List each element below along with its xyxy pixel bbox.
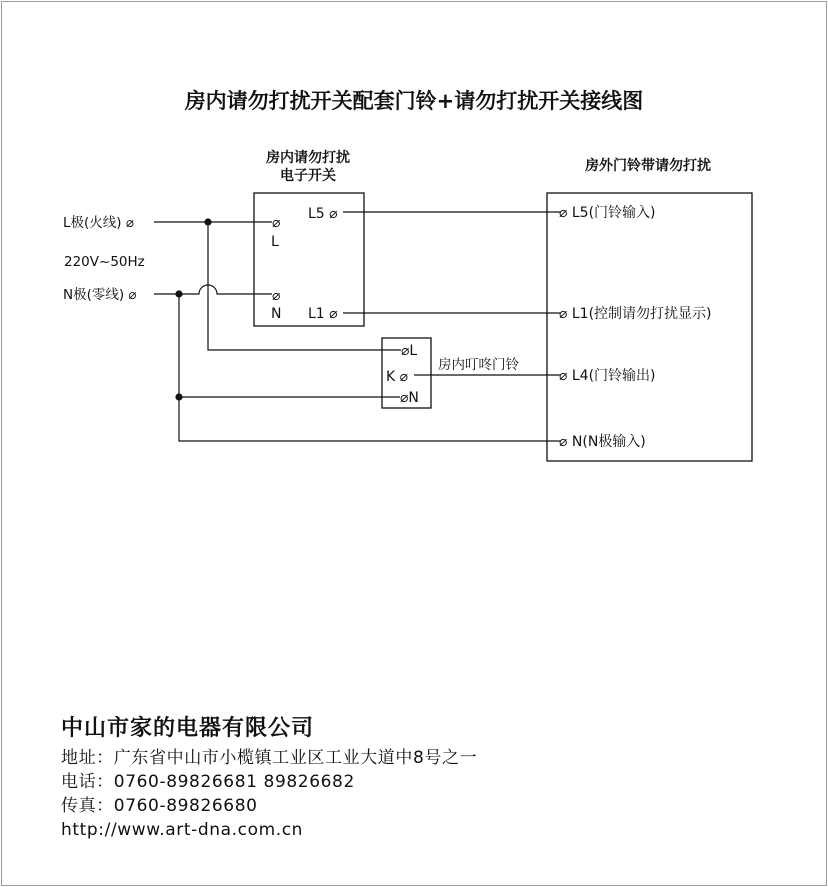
chime-term-l: ⌀L [401, 343, 418, 359]
chime-label: 房内叮咚门铃 [438, 357, 519, 373]
live-wire-to-chime [208, 222, 401, 350]
junction-live [204, 218, 211, 225]
company-address: 地址：广东省中山市小榄镇工业区工业大道中8号之一 [61, 748, 478, 768]
company-phone: 电话：0760-89826681 89826682 [61, 772, 355, 792]
indoor-switch-term-l1: L1 ⌀ [308, 306, 338, 322]
diagram-title: 房内请勿打扰开关配套门铃+请勿打扰开关接线图 [184, 89, 644, 113]
voltage-label: 220V~50Hz [64, 254, 145, 270]
outdoor-term-l4: ⌀ L4(门铃输出) [559, 368, 656, 384]
chime-term-n: ⌀N [400, 390, 419, 406]
outdoor-term-l5: ⌀ L5(门铃输入) [559, 205, 656, 221]
company-footer [61, 711, 477, 842]
junction-neutral [175, 290, 182, 297]
outdoor-term-l1: ⌀ L1(控制请勿打扰显示) [559, 306, 712, 322]
company-fax: 传真：0760-89826680 [61, 796, 258, 816]
indoor-switch-term-n-symbol: ⌀ [272, 288, 281, 304]
neutral-wire-label: N极(零线) ⌀ [63, 287, 137, 303]
outdoor-bell-box [547, 193, 752, 461]
indoor-switch-title-1: 房内请勿打扰 [266, 150, 350, 166]
outdoor-term-n: ⌀ N(N极输入) [559, 434, 646, 450]
indoor-switch-term-n-label: N [271, 306, 282, 322]
live-wire-label: L极(火线) ⌀ [63, 215, 134, 231]
indoor-switch-title-2: 电子开关 [280, 168, 336, 184]
outdoor-bell-title: 房外门铃带请勿打扰 [585, 158, 711, 174]
indoor-switch-term-l-symbol: ⌀ [272, 215, 281, 231]
company-website[interactable]: http://www.art-dna.com.cn [61, 820, 304, 840]
indoor-switch-term-l5: L5 ⌀ [308, 206, 338, 222]
chime-term-k: K ⌀ [386, 369, 409, 385]
junction-neutral-chime [175, 393, 182, 400]
company-name: 中山市家的电器有限公司 [61, 716, 315, 741]
indoor-switch-term-l-label: L [271, 234, 279, 250]
